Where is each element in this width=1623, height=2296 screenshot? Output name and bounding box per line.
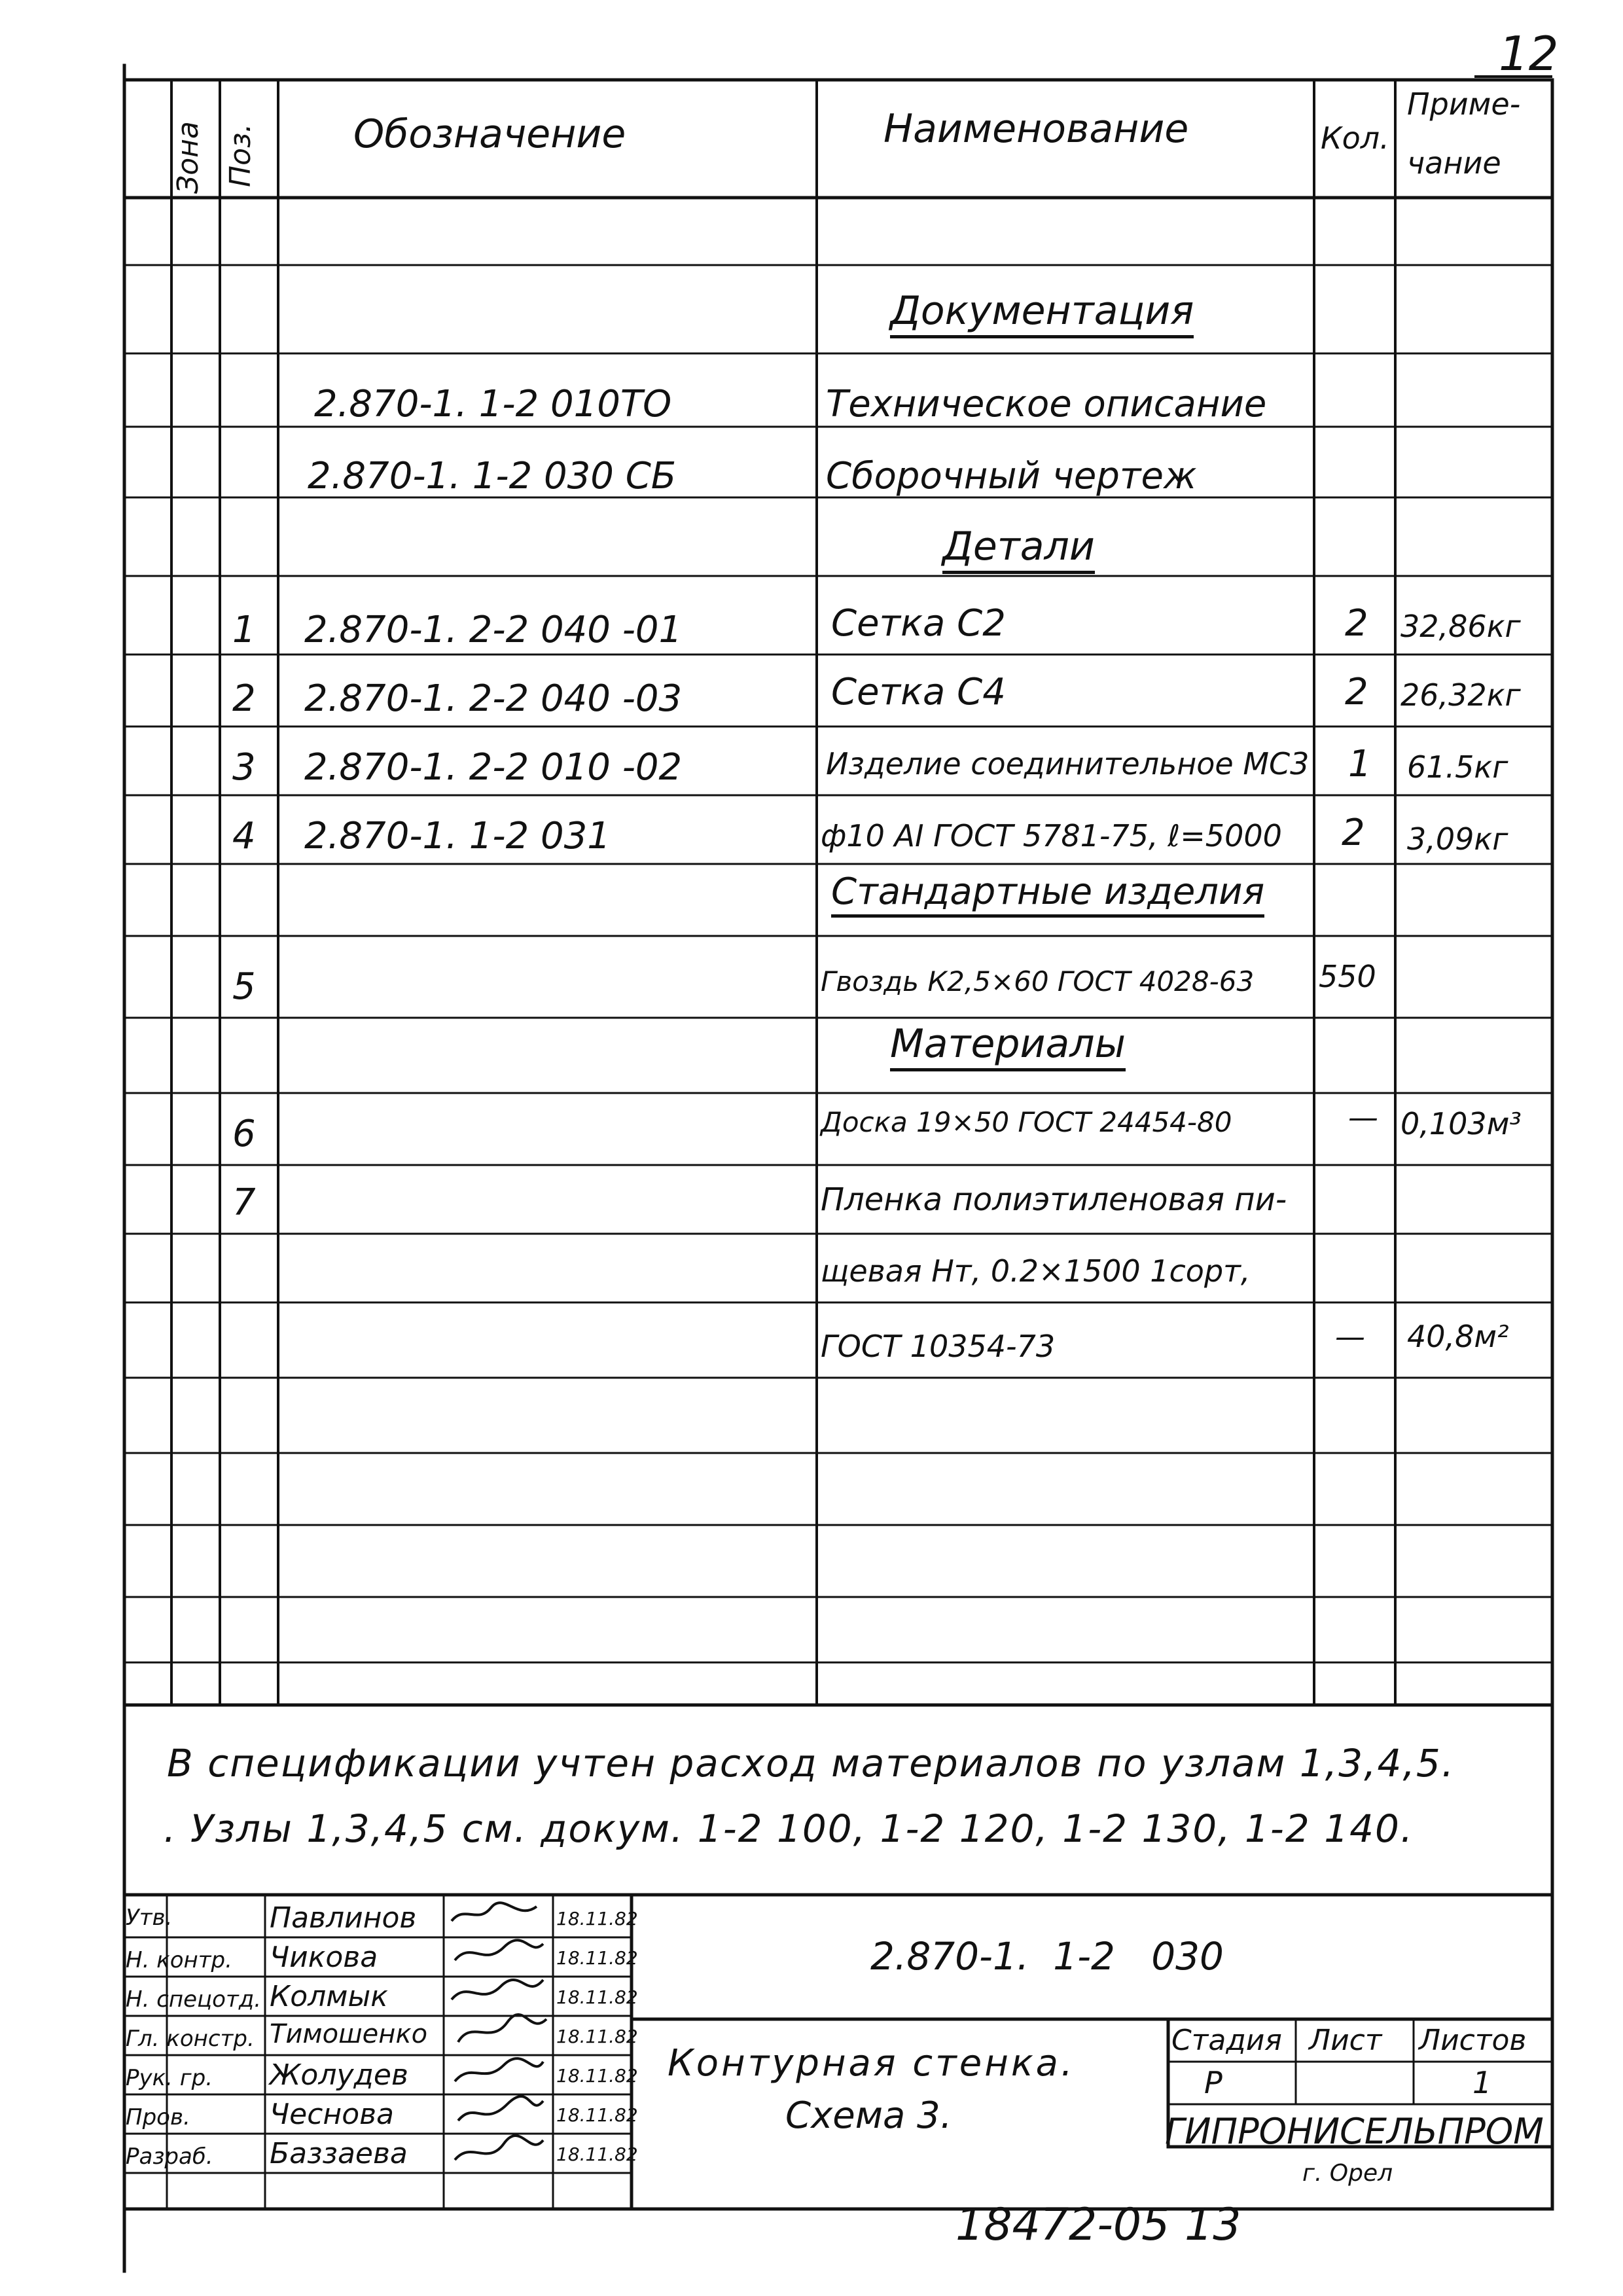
note-line-2: . Узлы 1,3,4,5 см. докум. 1-2 100, 1-2 120, 1-2 130, 1-2 140. (164, 1806, 1414, 1851)
tb-name: Чеснова (270, 2098, 395, 2131)
row-pos: 2 (232, 677, 256, 720)
tb-date: 18.11.82 (556, 1986, 638, 2008)
row-note: 0,103м³ (1400, 1106, 1522, 1141)
header-name: Наименование (883, 106, 1189, 152)
row-name: Сборочный чертеж (826, 455, 1197, 497)
row-pos: 7 (232, 1181, 256, 1224)
row-pos: 1 (232, 609, 256, 651)
row-name: Доска 19×50 ГОСТ 24454-80 (821, 1106, 1232, 1138)
sheet-number: 12 (1499, 26, 1559, 81)
tb-role: Гл. констр. (126, 2026, 255, 2052)
tb-title-line1: Контурная стенка. (668, 2042, 1075, 2085)
tb-city: г. Орел (1302, 2160, 1393, 2187)
note-line-1: В спецификации учтен расход материалов по узлам 1,3,4,5. (167, 1741, 1455, 1785)
tb-organization: ГИПРОНИСЕЛЬПРОМ (1165, 2111, 1544, 2152)
row-designation: 2.870-1. 1-2 030 СБ (308, 455, 677, 497)
header-note-line2: чание (1407, 145, 1501, 181)
row-note: 40,8м² (1407, 1319, 1509, 1354)
tb-role: Разраб. (126, 2144, 213, 2170)
header-zone: Зона (171, 121, 205, 194)
tb-sheet-label: Лист (1309, 2024, 1382, 2057)
tb-sheets-value: 1 (1472, 2065, 1492, 2100)
row-qty: — (1348, 1100, 1378, 1135)
row-name: ГОСТ 10354-73 (821, 1329, 1056, 1364)
tb-title-line2: Схема 3. (785, 2094, 952, 2137)
tb-role: Пров. (126, 2104, 190, 2130)
tb-stage-value: Р (1204, 2065, 1222, 2100)
row-name: Изделие соединительное МС3 (826, 746, 1310, 781)
row-pos: 5 (232, 965, 256, 1008)
row-qty: 550 (1319, 959, 1376, 994)
tb-date: 18.11.82 (556, 2104, 638, 2126)
row-qty: 2 (1345, 671, 1368, 713)
row-name: ф10 АI ГОСТ 5781-75, ℓ=5000 (821, 818, 1282, 853)
row-name: Гвоздь К2,5×60 ГОСТ 4028-63 (821, 965, 1255, 997)
row-note: 32,86кг (1400, 609, 1521, 644)
header-qty: Кол. (1321, 120, 1389, 156)
row-designation: 2.870-1. 2-2 040 -01 (304, 609, 683, 651)
row-qty: — (1335, 1319, 1365, 1354)
tb-role: Утв. (126, 1905, 173, 1931)
row-qty: 1 (1348, 743, 1372, 785)
section-standard: Стандартные изделия (831, 870, 1264, 918)
tb-date: 18.11.82 (556, 1908, 638, 1929)
header-note-line1: Приме- (1407, 86, 1521, 122)
row-designation: 2.870-1. 2-2 040 -03 (304, 677, 683, 720)
row-designation: 2.870-1. 1-2 010ТО (314, 383, 672, 425)
tb-sheets-label: Листов (1419, 2024, 1527, 2057)
header-designation: Обозначение (353, 111, 626, 157)
section-parts: Детали (942, 524, 1095, 574)
tb-role: Н. контр. (126, 1947, 232, 1973)
header-pos: Поз. (224, 123, 257, 187)
row-designation: 2.870-1. 2-2 010 -02 (304, 746, 683, 789)
sheet-number-underline (1476, 73, 1554, 80)
tb-date: 18.11.82 (556, 1947, 638, 1969)
tb-date: 18.11.82 (556, 2144, 638, 2165)
footer-page: 13 (1185, 2199, 1241, 2251)
row-name: щевая Нт, 0.2×1500 1сорт, (821, 1253, 1251, 1289)
tb-date: 18.11.82 (556, 2026, 638, 2047)
section-documentation: Документация (890, 288, 1194, 338)
tb-name: Павлинов (270, 1901, 417, 1935)
row-note: 26,32кг (1400, 677, 1521, 713)
footer-code: 18472-05 (955, 2199, 1170, 2251)
tb-role: Рук. гр. (126, 2065, 213, 2091)
row-pos: 6 (232, 1113, 256, 1155)
row-pos: 3 (232, 746, 256, 789)
row-qty: 2 (1342, 812, 1365, 854)
row-pos: 4 (232, 815, 256, 857)
tb-stage-label: Стадия (1171, 2024, 1282, 2057)
row-qty: 2 (1345, 602, 1368, 645)
section-materials: Материалы (890, 1021, 1126, 1071)
row-note: 3,09кг (1407, 821, 1508, 857)
tb-role: Н. спецотд. (126, 1986, 262, 2013)
row-name: Сетка С2 (831, 602, 1006, 645)
tb-name: Тимошенко (270, 2019, 428, 2049)
tb-name: Жолудев (270, 2058, 408, 2092)
tb-name: Чикова (270, 1941, 378, 1974)
row-name: Техническое описание (826, 383, 1267, 425)
tb-name: Баззаева (270, 2137, 408, 2170)
row-note: 61.5кг (1407, 749, 1508, 785)
row-name: Сетка С4 (831, 671, 1006, 713)
signature-marks (445, 1895, 553, 2209)
tb-doc-code: 2.870-1. 1-2 030 (870, 1934, 1224, 1979)
row-designation: 2.870-1. 1-2 031 (304, 815, 611, 857)
tb-name: Колмык (270, 1980, 388, 2013)
row-name: Пленка полиэтиленовая пи- (821, 1181, 1287, 1218)
tb-date: 18.11.82 (556, 2065, 638, 2087)
